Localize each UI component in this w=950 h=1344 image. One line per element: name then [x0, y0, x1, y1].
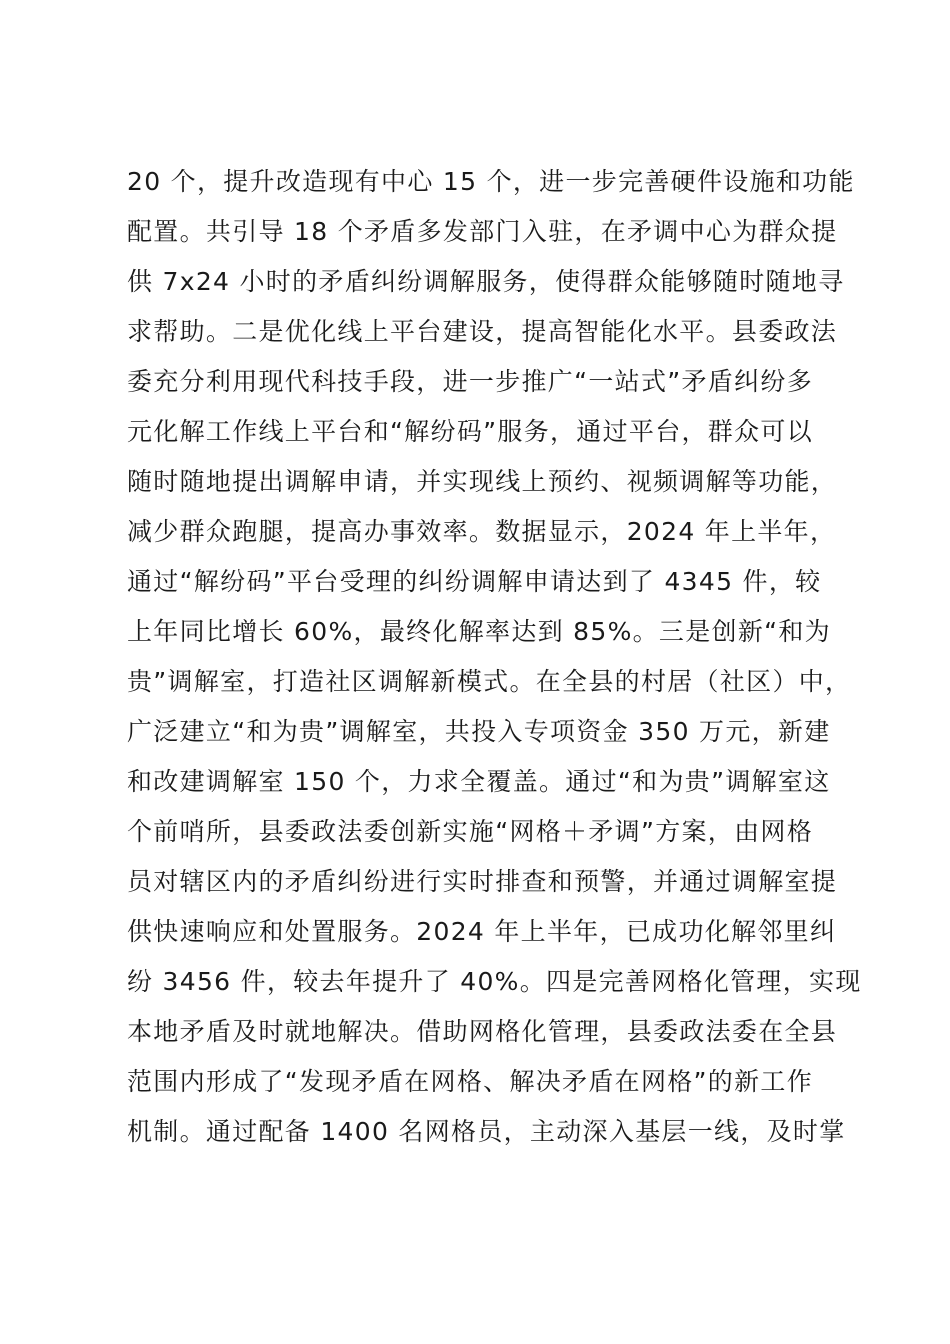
text-line: 委充分利用现代科技手段，进一步推广“一站式”矛盾纠纷多 [127, 367, 814, 396]
text-line: 配置。共引导 18 个矛盾多发部门入驻，在矛调中心为群众提 [127, 217, 838, 246]
text-line: 纷 3456 件，较去年提升了 40%。四是完善网格化管理，实现 [127, 967, 862, 996]
text-line: 供快速响应和处置服务。2024 年上半年，已成功化解邻里纠 [127, 917, 837, 946]
text-line: 贵”调解室，打造社区调解新模式。在全县的村居（社区）中， [127, 667, 852, 696]
body-text [127, 167, 867, 1182]
text-line: 机制。通过配备 1400 名网格员，主动深入基层一线，及时掌 [127, 1117, 846, 1146]
text-line: 元化解工作线上平台和“解纷码”服务，通过平台，群众可以 [127, 417, 814, 446]
text-line: 20 个，提升改造现有中心 15 个，进一步完善硬件设施和功能 [127, 167, 855, 196]
text-line: 上年同比增长 60%，最终化解率达到 85%。三是创新“和为 [127, 617, 831, 646]
text-line: 求帮助。二是优化线上平台建设，提高智能化水平。县委政法 [127, 317, 838, 346]
text-line: 个前哨所，县委政法委创新实施“网格＋矛调”方案，由网格 [127, 817, 814, 846]
text-line: 供 7x24 小时的矛盾纠纷调解服务，使得群众能够随时随地寻 [127, 267, 845, 296]
text-line: 本地矛盾及时就地解决。借助网格化管理，县委政法委在全县 [127, 1017, 838, 1046]
text-line: 减少群众跑腿，提高办事效率。数据显示，2024 年上半年， [127, 517, 837, 546]
text-line: 广泛建立“和为贵”调解室，共投入专项资金 350 万元，新建 [127, 717, 831, 746]
text-line: 员对辖区内的矛盾纠纷进行实时排查和预警，并通过调解室提 [127, 867, 838, 896]
text-line: 范围内形成了“发现矛盾在网格、解决矛盾在网格”的新工作 [127, 1067, 814, 1096]
text-line: 通过“解纷码”平台受理的纠纷调解申请达到了 4345 件，较 [127, 567, 822, 596]
text-line: 随时随地提出调解申请，并实现线上预约、视频调解等功能， [127, 467, 838, 496]
text-line: 和改建调解室 150 个，力求全覆盖。通过“和为贵”调解室这 [127, 767, 831, 796]
